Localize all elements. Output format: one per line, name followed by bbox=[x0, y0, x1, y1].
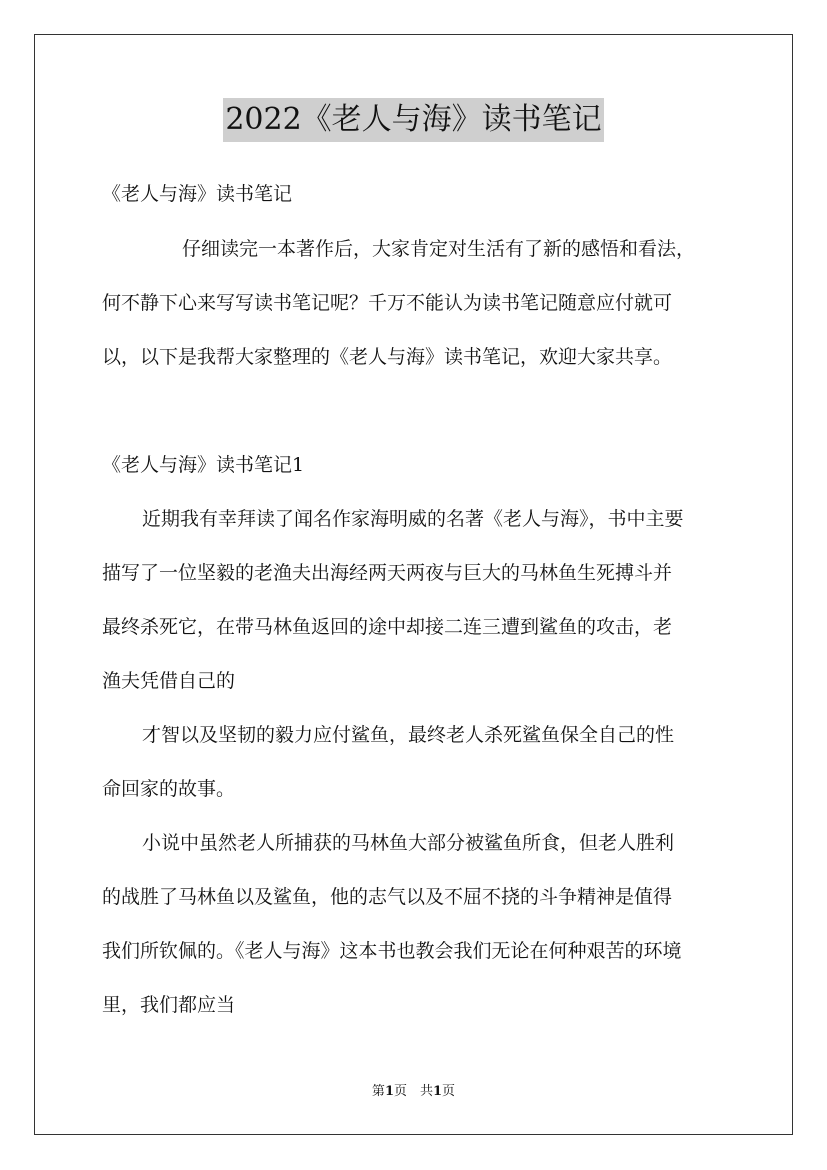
para2-line-1: 才智以及坚韧的毅力应付鲨鱼，最终老人杀死鲨鱼保全自己的性 bbox=[142, 724, 675, 746]
para3-line-3: 我们所钦佩的。《老人与海》这本书也教会我们无论在何种艰苦的环境 bbox=[102, 940, 682, 962]
footer-page-number: 1 bbox=[384, 1084, 394, 1099]
intro-line-3: 以，以下是我帮大家整理的《老人与海》读书笔记，欢迎大家共享。 bbox=[102, 346, 673, 368]
intro-line-1: 仔细读完一本著作后，大家肯定对生活有了新的感悟和看法， bbox=[182, 238, 696, 260]
para1-line-2: 描写了一位坚毅的老渔夫出海经两天两夜与巨大的马林鱼生死搏斗并 bbox=[102, 562, 673, 584]
footer-prefix: 第 bbox=[371, 1084, 385, 1099]
page-footer bbox=[0, 1084, 827, 1100]
para1-line-1: 近期我有幸拜读了闻名作家海明威的名著《老人与海》，书中主要 bbox=[142, 508, 684, 530]
section-heading: 《老人与海》读书笔记1 bbox=[102, 454, 305, 476]
para1-line-4: 渔夫凭借自己的 bbox=[102, 670, 236, 692]
para3-line-4: 里，我们都应当 bbox=[102, 994, 236, 1016]
para2-line-2: 命回家的故事。 bbox=[102, 778, 236, 800]
para3-line-2: 的战胜了马林鱼以及鲨鱼，他的志气以及不屈不挠的斗争精神是值得 bbox=[102, 886, 673, 908]
intro-line-2: 何不静下心来写写读书笔记呢？千万不能认为读书笔记随意应付就可 bbox=[102, 292, 673, 314]
footer-middle: 页 共 bbox=[393, 1084, 433, 1099]
title-container bbox=[0, 98, 827, 142]
para3-line-1: 小说中虽然老人所捕获的马林鱼大部分被鲨鱼所食，但老人胜利 bbox=[142, 832, 675, 854]
para1-line-3: 最终杀死它，在带马林鱼返回的途中却接二连三遭到鲨鱼的攻击，老 bbox=[102, 616, 673, 638]
footer-total-pages: 1 bbox=[433, 1084, 443, 1099]
document-title: 2022《老人与海》读书笔记 bbox=[223, 98, 603, 142]
footer-suffix: 页 bbox=[442, 1084, 456, 1099]
subtitle: 《老人与海》读书笔记 bbox=[102, 183, 293, 205]
